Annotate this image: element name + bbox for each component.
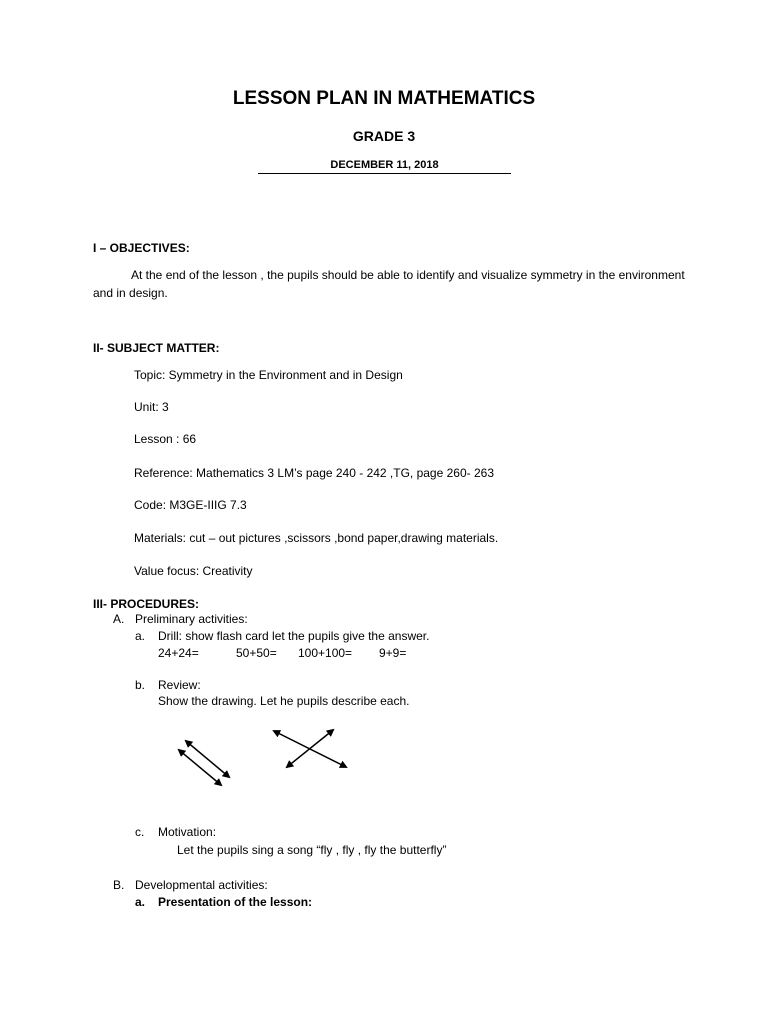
presentation-label: Presentation of the lesson: — [158, 895, 313, 909]
parallel-lines-drawing — [179, 741, 229, 785]
section-a-label: Preliminary activities: — [135, 612, 248, 626]
presentation-letter: a. — [135, 895, 146, 909]
motivation-label: Motivation: — [158, 825, 217, 839]
intersecting-line-arrow — [287, 730, 333, 767]
drill-label: Drill: show flash card let the pupils give the answer. — [158, 629, 430, 643]
grade-label: GRADE 3 — [352, 128, 416, 144]
subject-matter-heading: II- SUBJECT MATTER: — [93, 341, 220, 355]
review-label: Review: — [158, 678, 201, 692]
drill-item: 9+9= — [379, 646, 407, 660]
parallel-line-arrow — [186, 741, 229, 777]
drill-item: 24+24= — [158, 646, 199, 660]
motivation-letter: c. — [135, 825, 145, 839]
motivation-text: Let the pupils sing a song “fly , fly , fly the butterfly” — [177, 843, 447, 857]
subject-reference: Reference: Mathematics 3 LM’s page 240 - 242 ,TG, page 260- 263 — [134, 466, 494, 480]
drill-letter: a. — [135, 629, 146, 643]
subject-unit: Unit: 3 — [134, 400, 169, 414]
review-letter: b. — [135, 678, 146, 692]
intersecting-lines-drawing — [274, 730, 346, 767]
section-b-letter: B. — [113, 878, 125, 892]
section-b-label: Developmental activities: — [135, 878, 268, 892]
drill-item: 50+50= — [236, 646, 277, 660]
objectives-text: At the end of the lesson , the pupils should be able to identify and visualize symmetry in the environment and in design. — [93, 268, 685, 300]
subject-value-focus: Value focus: Creativity — [134, 564, 253, 578]
procedures-heading: III- PROCEDURES: — [93, 597, 200, 611]
drill-item: 100+100= — [298, 646, 353, 660]
subject-materials: Materials: cut – out pictures ,scissors ,bond paper,drawing materials. — [134, 531, 499, 545]
parallel-line-arrow — [179, 750, 221, 785]
section-a-letter: A. — [113, 612, 125, 626]
subject-lesson: Lesson : 66 — [134, 432, 197, 446]
lesson-date: DECEMBER 11, 2018 — [330, 159, 439, 171]
document-title: LESSON PLAN IN MATHEMATICS — [232, 88, 536, 109]
objectives-heading: I – OBJECTIVES: — [93, 241, 190, 255]
subject-code: Code: M3GE-IIIG 7.3 — [134, 498, 247, 512]
subject-topic: Topic: Symmetry in the Environment and in Design — [134, 368, 403, 382]
review-text: Show the drawing. Let he pupils describe each. — [158, 694, 410, 708]
